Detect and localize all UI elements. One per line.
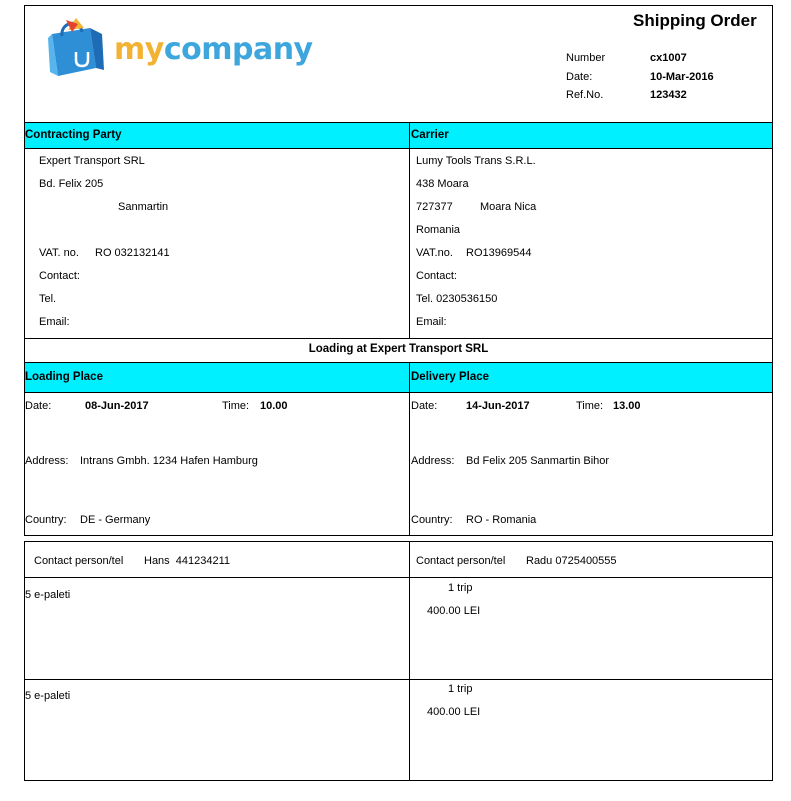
contracting-email: Email:: [39, 316, 70, 328]
ref-value: 123432: [650, 89, 687, 101]
loading-country: DE - Germany: [80, 514, 151, 526]
places-divider: [409, 362, 410, 536]
carrier-header: Carrier: [411, 129, 449, 141]
carrier-city: Moara Nica: [480, 201, 537, 213]
delivery-time: 13.00: [613, 400, 641, 412]
item-2-trip: 1 trip: [448, 683, 473, 695]
carrier-email: Email:: [416, 316, 447, 328]
carrier-zip: 727377: [416, 201, 453, 213]
carrier-vat-label: VAT.no.: [416, 247, 453, 259]
delivery-country: RO - Romania: [466, 514, 537, 526]
delivery-country-label: Country:: [411, 514, 453, 526]
contacts-bottom-line: [24, 577, 773, 578]
contracting-tel: Tel.: [39, 293, 57, 305]
ref-label: Ref.No.: [566, 89, 604, 101]
number-value: cx1007: [650, 52, 687, 64]
loading-date-label: Date:: [25, 400, 52, 412]
parties-divider: [409, 122, 410, 339]
contact-left-value: Hans 441234211: [144, 555, 231, 567]
parties-header-bar: [24, 122, 773, 149]
loading-place-header: Loading Place: [25, 371, 103, 383]
item-2-price: 400.00 LEI: [427, 706, 481, 718]
company-logo-text: mycompany: [114, 32, 313, 67]
item-2-goods: 5 e-paleti: [25, 690, 71, 702]
carrier-name: Lumy Tools Trans S.R.L.: [416, 155, 536, 167]
carrier-contact: Contact:: [416, 270, 457, 282]
contact-right-value: Radu 0725400555: [526, 555, 617, 567]
delivery-address: Bd Felix 205 Sanmartin Bihor: [466, 455, 610, 467]
item-separator-line: [24, 679, 773, 680]
item-1-trip: 1 trip: [448, 582, 473, 594]
delivery-place-header: Delivery Place: [411, 371, 490, 383]
loading-address-label: Address:: [25, 455, 69, 467]
loading-address: Intrans Gmbh. 1234 Hafen Hamburg: [80, 455, 258, 467]
page-title: Shipping Order: [633, 11, 757, 30]
delivery-address-label: Address:: [411, 455, 455, 467]
carrier-tel: Tel. 0230536150: [416, 293, 498, 305]
carrier-street: 438 Moara: [416, 178, 469, 190]
loading-country-label: Country:: [25, 514, 67, 526]
contracting-street: Bd. Felix 205: [39, 178, 104, 190]
carrier-country: Romania: [416, 224, 461, 236]
loading-title: Loading at Expert Transport SRL: [308, 343, 489, 355]
contracting-city: Sanmartin: [118, 201, 169, 213]
delivery-time-label: Time:: [576, 400, 604, 412]
delivery-date: 14-Jun-2017: [466, 400, 530, 412]
contracting-contact: Contact:: [39, 270, 80, 282]
date-label: Date:: [566, 71, 593, 83]
item-1-goods: 5 e-paleti: [25, 589, 71, 601]
date-value: 10-Mar-2016: [650, 71, 714, 83]
places-header-bar: [24, 362, 773, 393]
loading-time: 10.00: [260, 400, 288, 412]
loading-time-label: Time:: [222, 400, 250, 412]
loading-date: 08-Jun-2017: [85, 400, 149, 412]
contracting-vat-label: VAT. no.: [39, 247, 79, 259]
contracting-party-header: Contracting Party: [25, 129, 122, 141]
number-label: Number: [566, 52, 606, 64]
delivery-date-label: Date:: [411, 400, 438, 412]
item-1-price: 400.00 LEI: [427, 605, 481, 617]
shopping-bag-logo-icon: [46, 12, 106, 78]
carrier-vat: RO13969544: [466, 247, 532, 259]
contracting-vat: RO 032132141: [95, 247, 170, 259]
contracting-name: Expert Transport SRL: [39, 155, 145, 167]
contact-right-label: Contact person/tel: [416, 555, 506, 567]
contact-left-label: Contact person/tel: [34, 555, 124, 567]
